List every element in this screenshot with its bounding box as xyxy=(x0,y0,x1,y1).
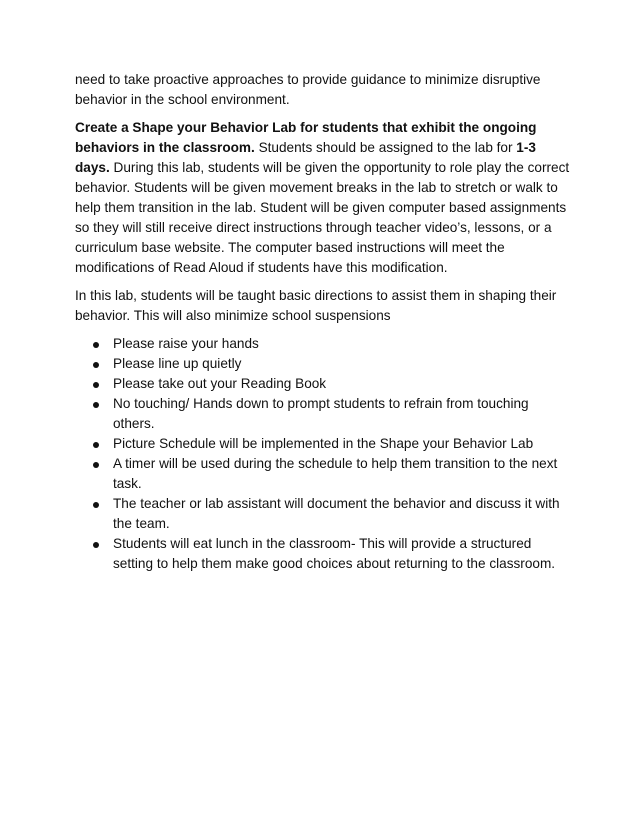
list-item xyxy=(75,354,570,374)
bullet-icon xyxy=(93,402,99,408)
list-item xyxy=(75,394,570,434)
bullet-icon xyxy=(93,362,99,368)
bullet-icon xyxy=(93,502,99,508)
list-item-text: Please line up quietly xyxy=(113,356,242,371)
directions-intro-paragraph: In this lab, students will be taught basic directions to assist them in shaping their behavior. This will also minimize school suspensions xyxy=(75,288,557,323)
directions-list xyxy=(75,334,570,574)
lab-paragraph xyxy=(75,118,570,278)
lab-text-2: During this lab, students will be given the opportunity to role play the correct behavior. Students will be given movement breaks in the lab to stretch or walk to help them transition in the lab. Student will be given computer based assignments so they will still receive direct instructions through teacher video’s, lessons, or a curriculum base website. The computer based instructions will meet the modifications of Read Aloud if students have this modification. xyxy=(75,160,570,275)
lab-heading: Create a Shape your Behavior Lab for students that exhibit the ongoing behaviors in the classroom. xyxy=(75,120,537,155)
list-item-text: Picture Schedule will be implemented in the Shape your Behavior Lab xyxy=(113,436,534,451)
list-item-text: Please take out your Reading Book xyxy=(113,376,327,391)
lab-text-1: Students should be assigned to the lab for xyxy=(254,140,517,155)
bullet-icon xyxy=(93,462,99,468)
bullet-icon xyxy=(93,542,99,548)
list-item-text: Please raise your hands xyxy=(113,336,259,351)
list-item xyxy=(75,334,570,354)
list-item xyxy=(75,534,570,574)
list-item-text: A timer will be used during the schedule to help them transition to the next task. xyxy=(113,456,558,491)
list-item xyxy=(75,494,570,534)
list-item xyxy=(75,454,570,494)
intro-paragraph: need to take proactive approaches to provide guidance to minimize disruptive behavior in the school environment. xyxy=(75,72,541,107)
list-item xyxy=(75,374,570,394)
list-item-text: The teacher or lab assistant will document the behavior and discuss it with the team. xyxy=(113,496,560,531)
bullet-icon xyxy=(93,442,99,448)
list-item-text: No touching/ Hands down to prompt students to refrain from touching others. xyxy=(113,396,529,431)
list-item-text: Students will eat lunch in the classroom- This will provide a structured setting to help them make good choices about returning to the classroom. xyxy=(113,536,556,571)
bullet-icon xyxy=(93,382,99,388)
document-page xyxy=(75,70,570,574)
lab-days: 1-3 days. xyxy=(75,140,536,175)
list-item xyxy=(75,434,570,454)
bullet-icon xyxy=(93,342,99,348)
